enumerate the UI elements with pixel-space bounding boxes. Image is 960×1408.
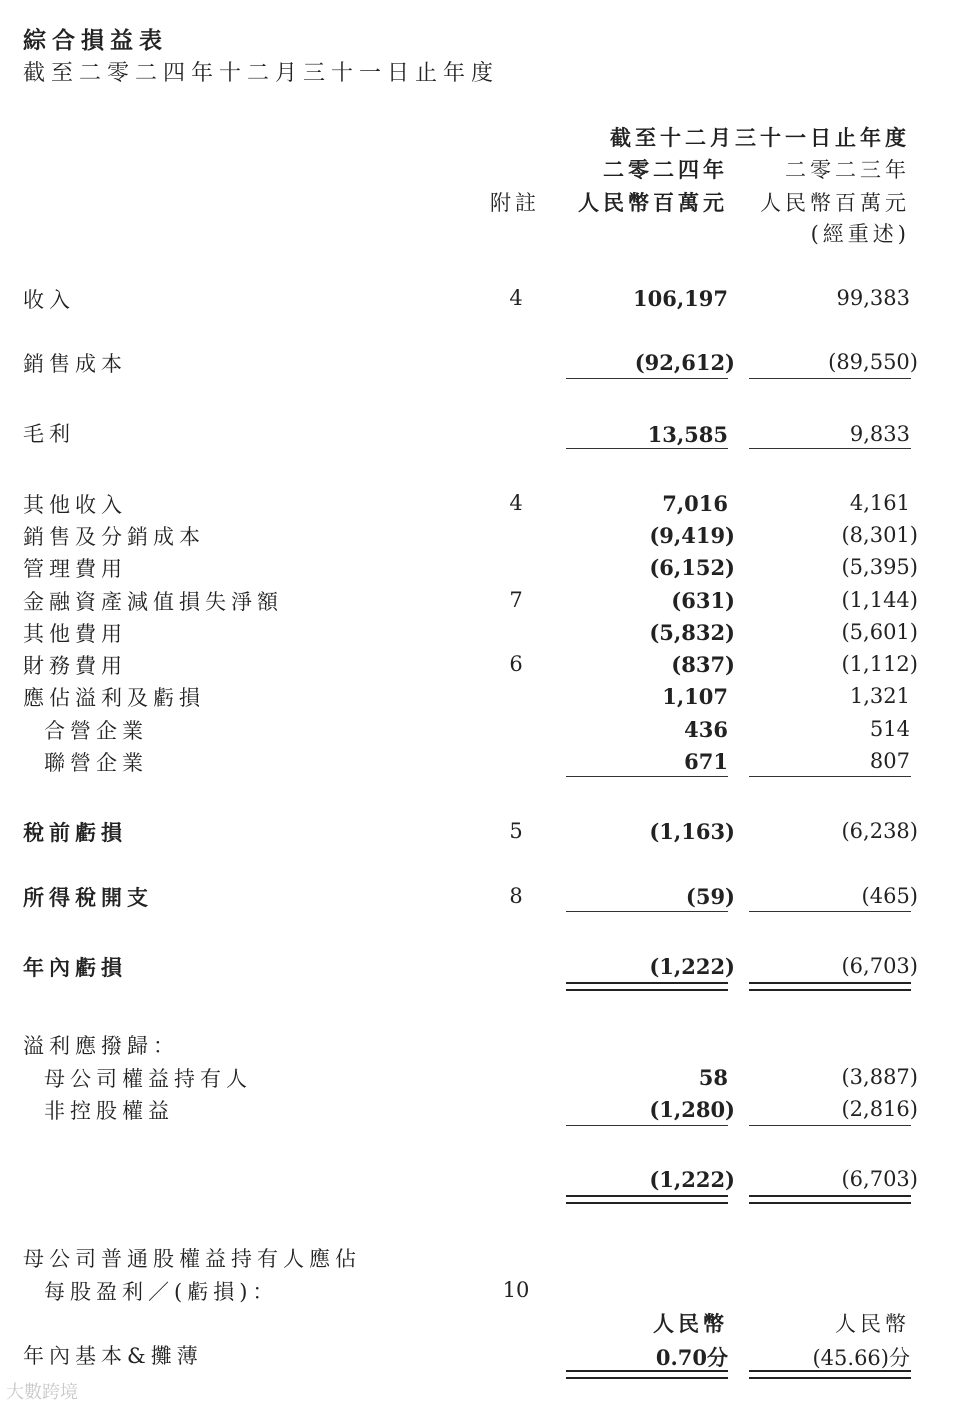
revenue-2023: 99,383	[836, 286, 910, 310]
underline	[566, 776, 728, 777]
restated-label: (經重述)	[810, 222, 910, 246]
double-underline	[749, 982, 911, 991]
revenue-note: 4	[509, 286, 523, 310]
underline	[749, 776, 911, 777]
underline	[566, 378, 728, 379]
eps-unit-2023: 人民幣	[835, 1312, 910, 1336]
loss-for-year-label: 年內虧損	[23, 955, 127, 980]
share-of-profits-2024: 1,107	[662, 684, 728, 709]
attributable-to-label: 溢利應撥歸：	[23, 1034, 179, 1058]
underline	[749, 448, 911, 449]
nci-2024: (1,280)	[649, 1097, 735, 1122]
income-tax-2024: (59)	[685, 884, 735, 909]
owners-label: 母公司權益持有人	[44, 1067, 252, 1091]
loss-before-tax-note: 5	[509, 819, 523, 843]
associates-label: 聯營企業	[44, 751, 148, 775]
admin-expenses-label: 管理費用	[23, 557, 127, 581]
cost-of-sales-label: 銷售成本	[23, 352, 127, 376]
unit-2023-header: 人民幣百萬元	[760, 191, 910, 215]
income-tax-note: 8	[509, 884, 523, 908]
nci-label: 非控股權益	[44, 1099, 174, 1123]
cost-of-sales-2023: (89,550)	[828, 350, 918, 374]
joint-ventures-2023: 514	[869, 717, 910, 741]
share-of-profits-label: 應佔溢利及虧損	[23, 686, 205, 710]
joint-ventures-label: 合營企業	[44, 719, 148, 743]
finance-costs-note: 6	[509, 652, 523, 676]
double-underline	[749, 1370, 911, 1379]
selling-costs-2024: (9,419)	[649, 523, 735, 548]
page-title: 綜合損益表	[23, 27, 168, 54]
associates-2024: 671	[684, 749, 728, 774]
selling-costs-2023: (8,301)	[841, 523, 918, 547]
cost-of-sales-2024: (92,612)	[634, 350, 735, 375]
double-underline	[566, 1195, 728, 1204]
underline	[749, 911, 911, 912]
other-expenses-label: 其他費用	[23, 622, 127, 646]
nci-2023: (2,816)	[841, 1097, 918, 1121]
loss-for-year-2024: (1,222)	[649, 954, 735, 979]
eps-label: 年內基本&攤薄	[23, 1344, 203, 1368]
underline	[566, 1125, 728, 1126]
underline	[566, 448, 728, 449]
loss-before-tax-2024: (1,163)	[649, 819, 735, 844]
owners-2024: 58	[698, 1065, 728, 1090]
impairment-label: 金融資產減值損失淨額	[23, 590, 283, 614]
finance-costs-2023: (1,112)	[841, 652, 918, 676]
owners-2023: (3,887)	[841, 1065, 918, 1089]
watermark: 大數跨境	[6, 1382, 78, 1403]
unit-2024-header: 人民幣百萬元	[578, 190, 728, 215]
impairment-note: 7	[509, 588, 523, 612]
admin-expenses-2024: (6,152)	[649, 555, 735, 580]
eps-2024: 0.70分	[655, 1345, 728, 1370]
other-income-2024: 7,016	[662, 491, 728, 516]
selling-costs-label: 銷售及分銷成本	[23, 525, 205, 549]
period-header: 截至十二月三十一日止年度	[610, 125, 910, 150]
total-2023: (6,703)	[841, 1167, 918, 1191]
eps-unit-2024: 人民幣	[653, 1311, 728, 1336]
other-income-label: 其他收入	[23, 493, 127, 517]
eps-heading-line2: 每股盈利／(虧損)：	[44, 1280, 279, 1304]
revenue-label: 收入	[23, 288, 75, 312]
associates-2023: 807	[869, 749, 910, 773]
other-expenses-2024: (5,832)	[649, 620, 735, 645]
finance-costs-2024: (837)	[671, 652, 735, 677]
other-expenses-2023: (5,601)	[841, 620, 918, 644]
double-underline	[566, 982, 728, 991]
impairment-2023: (1,144)	[841, 588, 918, 612]
underline	[749, 1125, 911, 1126]
share-of-profits-2023: 1,321	[849, 684, 910, 708]
other-income-note: 4	[509, 491, 523, 515]
total-2024: (1,222)	[649, 1167, 735, 1192]
joint-ventures-2024: 436	[684, 717, 728, 742]
year-2024-header: 二零二四年	[603, 157, 728, 182]
loss-for-year-2023: (6,703)	[841, 954, 918, 978]
year-2023-header: 二零二三年	[785, 158, 910, 182]
admin-expenses-2023: (5,395)	[841, 555, 918, 579]
finance-costs-label: 財務費用	[23, 654, 127, 678]
page-subtitle: 截至二零二四年十二月三十一日止年度	[23, 61, 500, 86]
double-underline	[566, 1370, 728, 1379]
underline	[566, 911, 728, 912]
gross-profit-2023: 9,833	[849, 422, 910, 446]
other-income-2023: 4,161	[849, 491, 910, 515]
gross-profit-label: 毛利	[23, 422, 75, 446]
gross-profit-2024: 13,585	[647, 422, 728, 447]
eps-note: 10	[502, 1278, 530, 1302]
loss-before-tax-label: 稅前虧損	[23, 820, 127, 845]
revenue-2024: 106,197	[633, 286, 728, 311]
income-tax-label: 所得稅開支	[23, 885, 153, 910]
underline	[749, 378, 911, 379]
eps-heading-line1: 母公司普通股權益持有人應佔	[23, 1247, 361, 1271]
impairment-2024: (631)	[671, 588, 735, 613]
eps-2023: (45.66)分	[812, 1346, 910, 1370]
double-underline	[749, 1195, 911, 1204]
income-tax-2023: (465)	[861, 884, 918, 908]
note-header: 附註	[490, 191, 540, 215]
loss-before-tax-2023: (6,238)	[841, 819, 918, 843]
